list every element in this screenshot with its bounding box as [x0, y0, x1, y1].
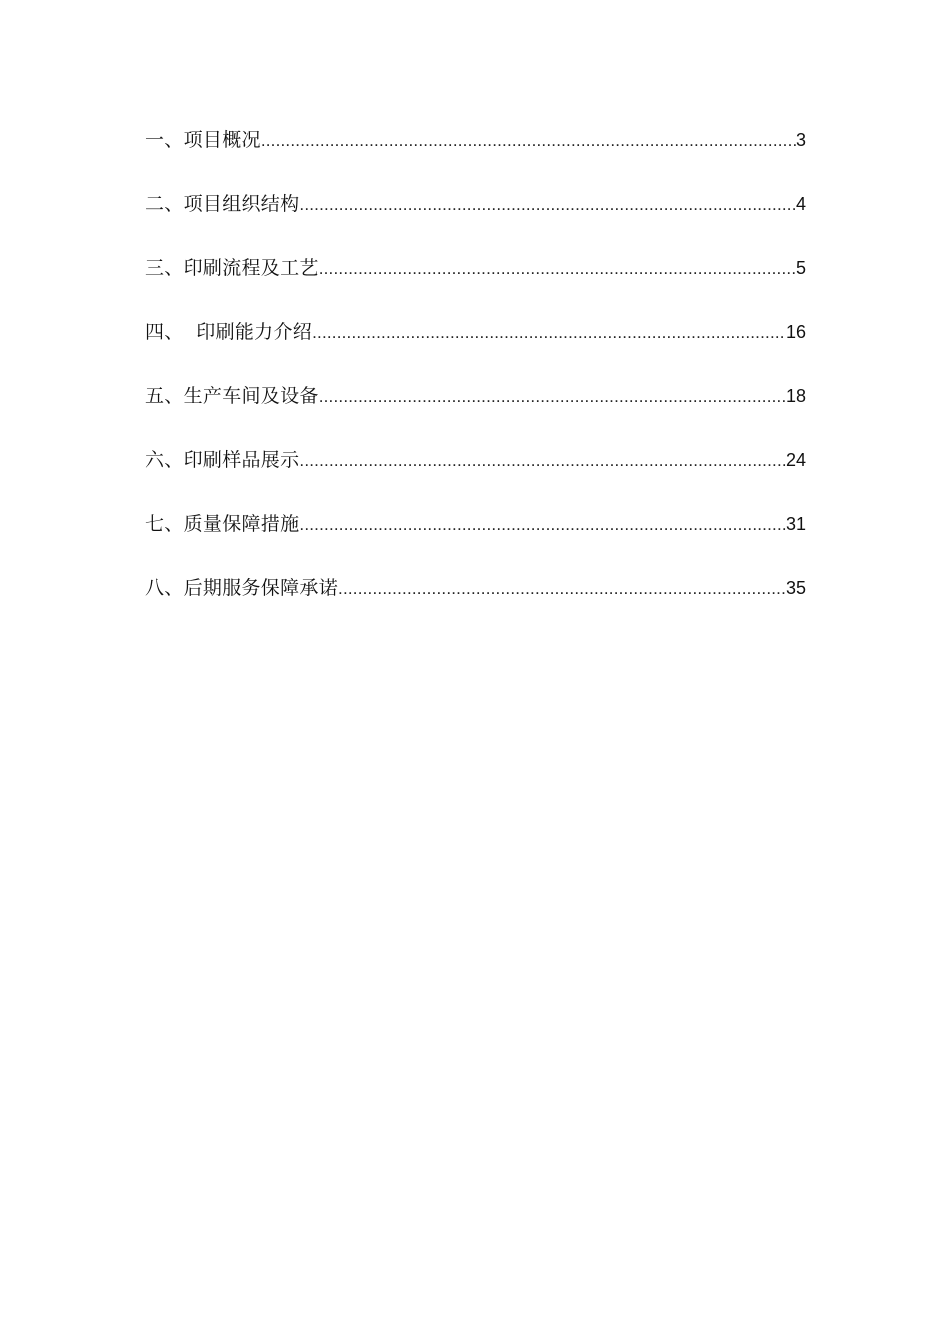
- toc-entry-title: 三、印刷流程及工艺: [145, 257, 319, 279]
- toc-dot-leader: [299, 189, 796, 221]
- table-of-contents: [145, 124, 806, 636]
- toc-dot-leader: [312, 317, 786, 349]
- toc-dot-leader: [299, 445, 786, 477]
- toc-page-number: 35: [785, 578, 806, 598]
- toc-dot-leader: [338, 573, 786, 605]
- toc-entry-title: 一、项目概况: [145, 129, 261, 151]
- toc-dot-leader: [319, 381, 786, 413]
- toc-entry[interactable]: [145, 252, 806, 316]
- toc-entry-title: 四、 印刷能力介绍: [145, 321, 313, 343]
- toc-entry[interactable]: [145, 188, 806, 252]
- toc-entry[interactable]: [145, 508, 806, 572]
- toc-page-number: 4: [795, 194, 806, 214]
- toc-entry[interactable]: [145, 124, 806, 188]
- toc-entry[interactable]: [145, 572, 806, 636]
- toc-page-number: 16: [785, 322, 806, 342]
- toc-dot-leader: [299, 509, 786, 541]
- toc-dot-leader: [319, 253, 796, 285]
- toc-dot-leader: [261, 125, 796, 157]
- toc-entry-title: 五、生产车间及设备: [145, 385, 319, 407]
- toc-entry-title: 七、质量保障措施: [145, 513, 300, 535]
- toc-page-number: 24: [785, 450, 806, 470]
- toc-entry-title: 二、项目组织结构: [145, 193, 300, 215]
- toc-page-number: 31: [785, 514, 806, 534]
- toc-entry-title: 八、后期服务保障承诺: [145, 577, 339, 599]
- toc-page-number: 5: [795, 258, 806, 278]
- toc-entry[interactable]: [145, 444, 806, 508]
- toc-entry[interactable]: [145, 380, 806, 444]
- toc-page-number: 3: [795, 130, 806, 150]
- toc-page-number: 18: [785, 386, 806, 406]
- toc-entry[interactable]: [145, 316, 806, 380]
- toc-entry-title: 六、印刷样品展示: [145, 449, 300, 471]
